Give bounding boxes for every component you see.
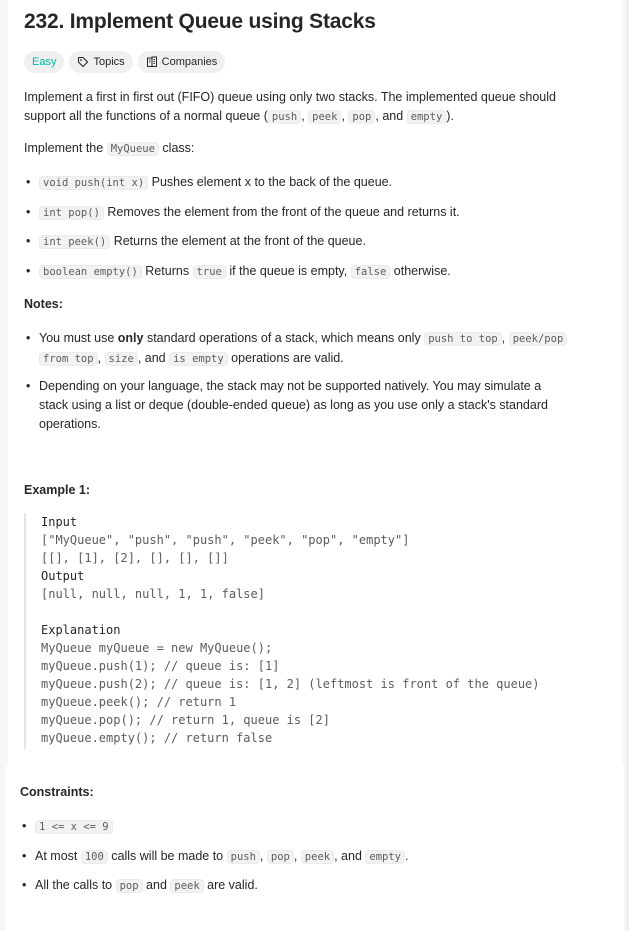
intro-paragraph: Implement a first in first out (FIFO) queue using only two stacks. The implemented queue should support all the functions of a normal queue ( push , peek , pop , and empty ). xyxy=(24,90,556,123)
intro-text: Implement a first in first out (FIFO) queue using only two stacks. The implemented queue should xyxy=(24,90,556,104)
note-text: operations. xyxy=(39,417,101,431)
tag-icon xyxy=(77,56,89,68)
inline-code: pop xyxy=(267,850,294,864)
building-icon xyxy=(146,56,158,68)
method-signature: int peek() xyxy=(39,235,110,249)
difficulty-label: Easy xyxy=(32,56,57,68)
inline-code: empty xyxy=(365,850,405,864)
inline-code: false xyxy=(351,265,391,279)
companies-label: Companies xyxy=(161,56,218,68)
method-signature: boolean empty() xyxy=(39,265,142,279)
bullet: • xyxy=(22,878,27,892)
inline-code: 100 xyxy=(81,850,108,864)
input-label: Input xyxy=(41,515,78,529)
inline-code: size xyxy=(105,352,138,366)
method-description: otherwise. xyxy=(390,264,451,278)
problem-title[interactable]: 232. Implement Queue using Stacks xyxy=(24,10,376,33)
explanation-line: myQueue.push(2); // queue is: [1, 2] (leftmost is front of the queue) xyxy=(41,677,540,691)
bullet: • xyxy=(26,205,31,219)
bullet: • xyxy=(26,175,31,189)
bullet: • xyxy=(22,819,27,833)
inline-code: MyQueue xyxy=(107,142,159,156)
method-description: Returns xyxy=(141,264,193,278)
constraint-text: and xyxy=(142,878,171,892)
bullet: • xyxy=(26,234,31,248)
explanation-line: myQueue.empty(); // return false xyxy=(41,731,273,745)
bullet: • xyxy=(26,264,31,278)
method-description: Returns the element at the front of the queue. xyxy=(110,234,366,248)
notes-heading: Notes: xyxy=(24,297,63,311)
explanation-line: myQueue.peek(); // return 1 xyxy=(41,695,237,709)
bullet: • xyxy=(26,331,31,345)
output-label: Output xyxy=(41,569,85,583)
inline-code: pop xyxy=(116,879,143,893)
note-text: You must use xyxy=(39,331,118,345)
inline-code: true xyxy=(193,265,226,279)
note-emphasis: only xyxy=(117,331,144,345)
difficulty-badge xyxy=(24,51,64,73)
tag-row xyxy=(24,51,225,73)
input-line: [[], [1], [2], [], [], []] xyxy=(41,551,229,565)
inline-code: from top xyxy=(39,352,98,366)
constraints-heading: Constraints: xyxy=(20,785,94,799)
intro-text: , and xyxy=(375,109,407,123)
intro-text: ). xyxy=(446,109,454,123)
method-description: Removes the element from the front of the queue and returns it. xyxy=(103,205,460,219)
implement-line xyxy=(24,139,594,159)
input-line: ["MyQueue", "push", "push", "peek", "pop", "empty"] xyxy=(41,533,410,547)
explanation-label: Explanation xyxy=(41,623,121,637)
output-line: [null, null, null, 1, 1, false] xyxy=(41,587,265,601)
constraint-text: , and xyxy=(334,849,366,863)
topics-label: Topics xyxy=(93,56,125,68)
method-signature: void push(int x) xyxy=(39,176,148,190)
inline-code: empty xyxy=(407,110,447,124)
constraint-text: . xyxy=(404,849,409,863)
constraint-text: At most xyxy=(35,849,81,863)
explanation-line: myQueue.push(1); // queue is: [1] xyxy=(41,659,280,673)
inline-code: peek xyxy=(301,850,334,864)
constraint-text: are valid. xyxy=(203,878,258,892)
note-text: stack using a list or deque (double-ended queue) as long as you use only a stack's standard xyxy=(39,398,548,412)
explanation-line: myQueue.pop(); // return 1, queue is [2] xyxy=(41,713,330,727)
explanation-line: MyQueue myQueue = new MyQueue(); xyxy=(41,641,273,655)
implement-text: Implement the xyxy=(24,141,107,155)
companies-button[interactable] xyxy=(138,51,226,73)
note-text: operations are valid. xyxy=(227,351,344,365)
note-text: standard operations of a stack, which means only xyxy=(143,331,425,345)
example-heading: Example 1: xyxy=(24,483,91,497)
inline-code: peek/pop xyxy=(509,332,568,346)
inline-code: pop xyxy=(348,110,375,124)
implement-text: class: xyxy=(158,141,195,155)
constraint-text: All the calls to xyxy=(35,878,116,892)
intro-text: support all the functions of a normal queue ( xyxy=(24,109,268,123)
method-description: if the queue is empty, xyxy=(225,264,351,278)
example-block xyxy=(24,513,616,749)
method-description: Pushes element x to the back of the queue. xyxy=(148,175,393,189)
inline-code: push xyxy=(268,110,301,124)
bullet: • xyxy=(26,379,31,393)
inline-code: peek xyxy=(308,110,341,124)
note-text: Depending on your language, the stack may not be supported natively. You may simulate a xyxy=(39,379,542,393)
inline-code: peek xyxy=(170,879,203,893)
inline-code: is empty xyxy=(169,352,228,366)
bullet: • xyxy=(22,849,27,863)
constraint-text: calls will be made to xyxy=(107,849,227,863)
inline-code: 1 <= x <= 9 xyxy=(35,820,113,834)
inline-code: push xyxy=(227,850,260,864)
method-signature: int pop() xyxy=(39,206,104,220)
topics-button[interactable] xyxy=(69,51,132,73)
inline-code: push to top xyxy=(424,332,502,346)
note-text: , and xyxy=(137,351,170,365)
